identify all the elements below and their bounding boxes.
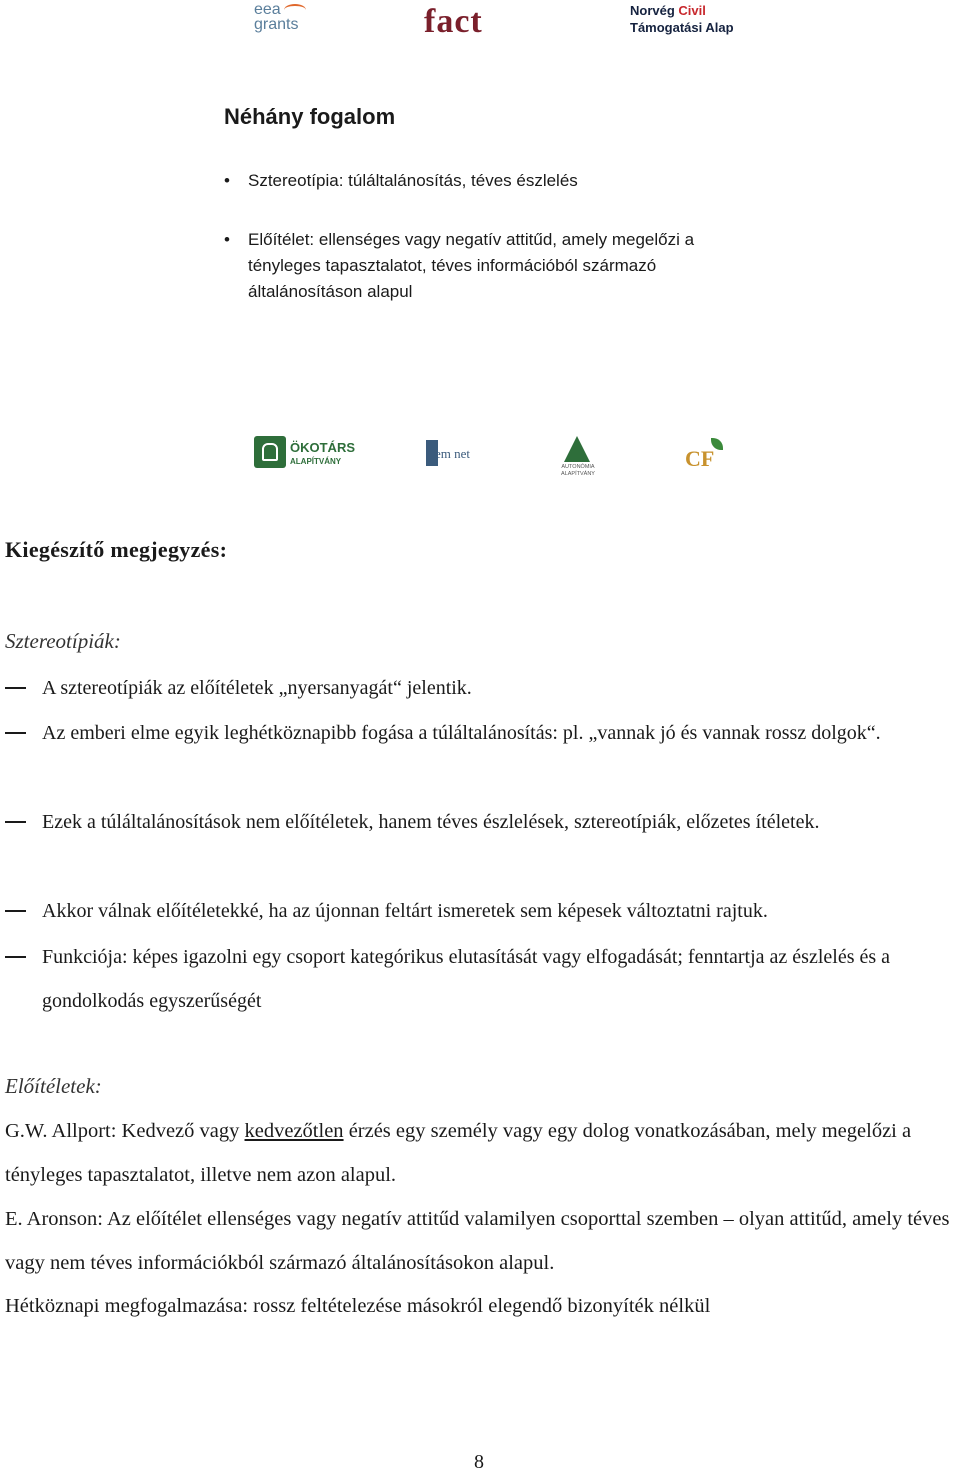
notes-heading: Kiegészítő megjegyzés: [5, 537, 228, 562]
eea-grants-logo [254, 2, 298, 32]
allport-underlined-word: kedvezőtlen [244, 1120, 344, 1142]
stereotype-item-4 [5, 889, 955, 933]
prejudice-heading: Előítéletek: [5, 1074, 102, 1098]
norveg-word: Norvég [630, 3, 675, 18]
allport-definition [5, 1109, 955, 1197]
autonomia-triangle-icon [564, 436, 590, 462]
everyday-definition: Hétköznapi megfogalmazása: rossz feltételezése másokról elegendő bizonyíték nélkül [5, 1295, 711, 1317]
stereotype-item-text: Ezek a túláltalánosítások nem előítéletek, hanem téves észlelések, sztereotípiák, előzetes ítéletek. [42, 811, 820, 833]
cf-text: CF [685, 446, 715, 471]
autonomia-line1: AUTONÓMIA [561, 464, 595, 470]
stereotype-item-2 [5, 711, 955, 755]
okotars-logo [254, 436, 355, 476]
bullet-icon: • [224, 230, 230, 249]
fact-logo: fact [424, 3, 483, 40]
dash-icon [5, 910, 26, 912]
emnet-text: em net [435, 446, 471, 461]
eea-swirl-icon [284, 4, 306, 16]
autonomia-line2: ALAPÍTVÁNY [561, 471, 595, 477]
emnet-logo [426, 440, 476, 468]
norveg-line2: Támogatási Alap [630, 20, 734, 35]
eea-logo-text-1: eea [254, 1, 281, 18]
slide-bullet-2 [224, 227, 744, 305]
dash-icon [5, 956, 26, 958]
slide-bullet-text: Sztereotípia: túláltalánosítás, téves észlelés [248, 171, 578, 190]
stereotype-item-5 [5, 935, 955, 1023]
cf-logo [685, 438, 735, 478]
dash-icon [5, 821, 26, 823]
dash-icon [5, 732, 26, 734]
stereotype-item-text: Az emberi elme egyik leghétköznapibb fogása a túláltalánosítás: pl. „vannak jó és vannak rossz dolgok“. [42, 722, 881, 744]
okotars-text: ÖKOTÁRS [290, 440, 355, 455]
okotars-subtext: ALAPÍTVÁNY [290, 457, 342, 466]
stereotype-item-1 [5, 666, 955, 710]
allport-text-start: G.W. Allport: Kedvező vagy [5, 1120, 245, 1142]
autonomia-logo [556, 436, 600, 476]
slide-bullet-1 [224, 168, 744, 194]
stereotype-item-text: Akkor válnak előítéletekké, ha az újonnan feltárt ismeretek sem képesek változtatni rajtuk. [42, 900, 768, 922]
bullet-icon: • [224, 171, 230, 190]
slide-title: Néhány fogalom [224, 104, 396, 129]
autonomia-text [556, 464, 600, 478]
page-number: 8 [474, 1451, 484, 1473]
stereotype-item-3 [5, 800, 955, 844]
dash-icon [5, 687, 26, 689]
stereotypes-heading: Sztereotípiák: [5, 629, 121, 653]
norveg-civil-logo [630, 2, 734, 36]
eea-logo-text-2: grants [254, 16, 299, 33]
stereotype-item-text: A sztereotípiák az előítéletek „nyersanyagát“ jelentik. [42, 677, 472, 699]
allport-text-end: érzés egy személy vagy egy dolog vonatkozásában, mely megelőzi a tényleges tapasztalatot, illetve nem azon alapul. [5, 1120, 912, 1186]
okotars-icon [254, 436, 286, 468]
civil-word: Civil [678, 3, 706, 18]
stereotype-item-text: Funkciója: képes igazolni egy csoport kategórikus elutasítását vagy elfogadását; fenntartja az észlelés és a gondolkodás egyszerűségét [42, 946, 891, 1012]
aronson-definition: E. Aronson: Az előítélet ellenséges vagy negatív attitűd valamilyen csoporttal szemben – olyan attitűd, amely téves vagy nem téves információkból származó általánosításokon alapul. [5, 1208, 950, 1274]
slide-bullet-text: Előítélet: ellenséges vagy negatív attitűd, amely megelőzi a tényleges tapasztalatot, téves információból származó általánosításon alapul [248, 230, 695, 301]
